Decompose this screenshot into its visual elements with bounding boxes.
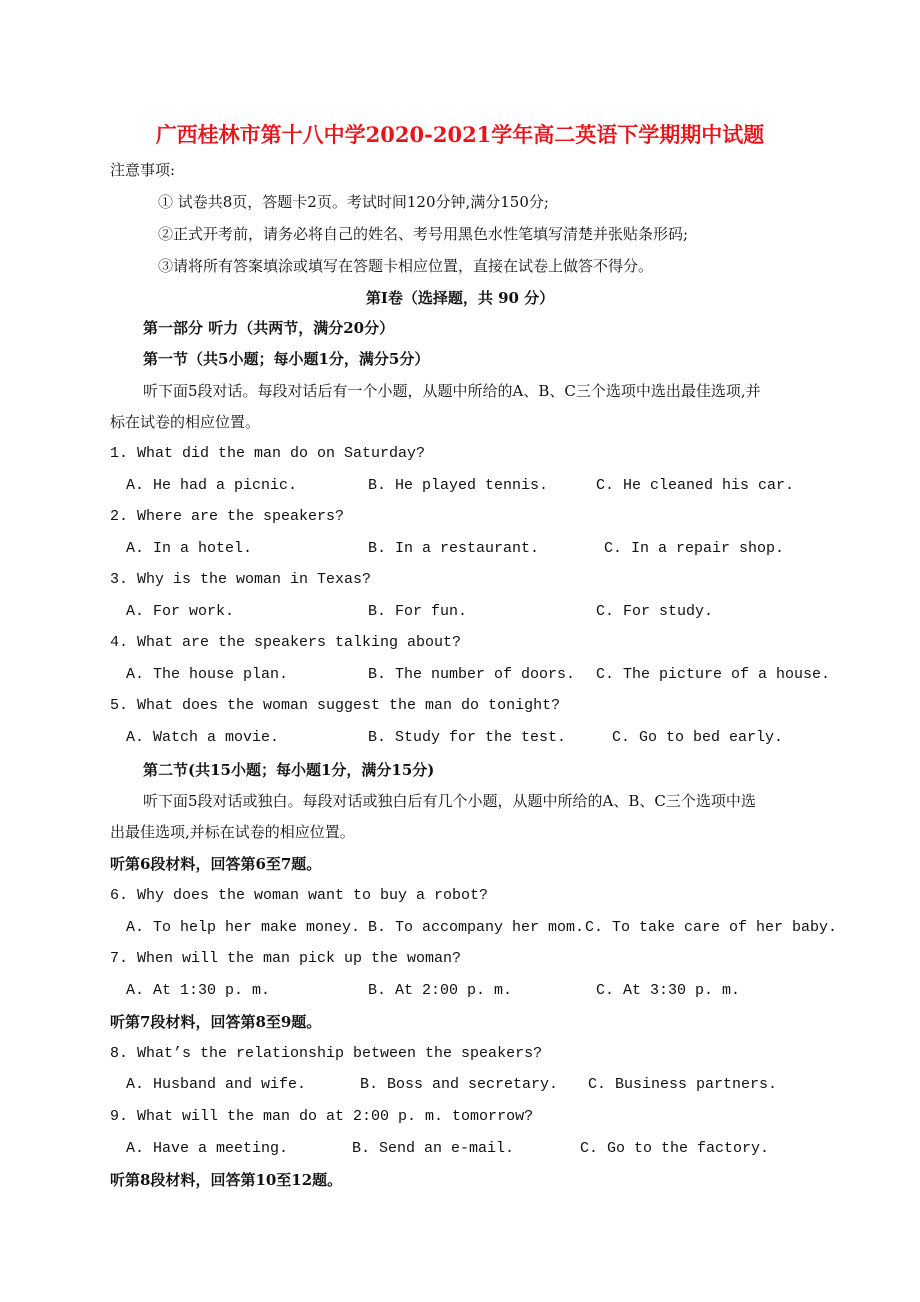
- notice-item-1: ① 试卷共8页，答题卡2页。考试时间120分钟,满分150分;: [158, 193, 549, 211]
- q5-option-b: B. Study for the test.: [368, 729, 567, 746]
- question-6: 6. Why does the woman want to buy a robot?: [110, 887, 489, 904]
- material-7-heading: 听第7段材料，回答第8至9题。: [110, 1013, 322, 1031]
- q8-option-c: C. Business partners.: [588, 1076, 778, 1093]
- q9-option-a: A. Have a meeting.: [126, 1140, 289, 1157]
- question-9: 9. What will the man do at 2:00 p. m. tomorrow?: [110, 1108, 534, 1125]
- section2-heading: 第二节(共15小题；每小题1分，满分15分): [143, 761, 435, 779]
- question-7: 7. When will the man pick up the woman?: [110, 950, 462, 967]
- q5-option-c: C. Go to bed early.: [612, 729, 784, 746]
- q6-option-c: C. To take care of her baby.: [585, 919, 838, 936]
- question-4: 4. What are the speakers talking about?: [110, 634, 462, 651]
- section1-instructions-line1: 听下面5段对话。每段对话后有一个小题，从题中所给的A、B、C三个选项中选出最佳选项,并: [143, 382, 761, 400]
- q2-option-c: C. In a repair shop.: [604, 540, 785, 557]
- section1-instructions-line2: 标在试卷的相应位置。: [110, 413, 261, 431]
- notice-item-3: ③请将所有答案填涂或填写在答题卡相应位置，直接在试卷上做答不得分。: [158, 257, 654, 275]
- q3-option-a: A. For work.: [126, 603, 235, 620]
- section1-heading: 第一节（共5小题；每小题1分，满分5分）: [143, 350, 430, 368]
- material-8-heading: 听第8段材料，回答第10至12题。: [110, 1171, 343, 1189]
- q7-option-c: C. At 3:30 p. m.: [596, 982, 741, 999]
- question-1: 1. What did the man do on Saturday?: [110, 445, 426, 462]
- q1-option-c: C. He cleaned his car.: [596, 477, 795, 494]
- q6-option-b: B. To accompany her mom.: [368, 919, 585, 936]
- question-3: 3. Why is the woman in Texas?: [110, 571, 372, 588]
- section2-instructions-line2: 出最佳选项,并标在试卷的相应位置。: [110, 823, 355, 841]
- q1-option-b: B. He played tennis.: [368, 477, 549, 494]
- q3-option-b: B. For fun.: [368, 603, 468, 620]
- q9-option-c: C. Go to the factory.: [580, 1140, 770, 1157]
- notice-heading: 注意事项:: [110, 161, 176, 179]
- q2-option-b: B. In a restaurant.: [368, 540, 540, 557]
- question-2: 2. Where are the speakers?: [110, 508, 345, 525]
- part1-heading: 第一部分 听力（共两节，满分20分）: [143, 319, 395, 337]
- question-8: 8. What’s the relationship between the speakers?: [110, 1045, 543, 1062]
- q1-option-a: A. He had a picnic.: [126, 477, 298, 494]
- q6-option-a: A. To help her make money.: [126, 919, 361, 936]
- q8-option-b: B. Boss and secretary.: [360, 1076, 559, 1093]
- q5-option-a: A. Watch a movie.: [126, 729, 280, 746]
- q8-option-a: A. Husband and wife.: [126, 1076, 307, 1093]
- q7-option-a: A. At 1:30 p. m.: [126, 982, 271, 999]
- question-5: 5. What does the woman suggest the man do tonight?: [110, 697, 561, 714]
- q4-option-b: B. The number of doors.: [368, 666, 576, 683]
- q4-option-c: C. The picture of a house.: [596, 666, 831, 683]
- page-title: 广西桂林市第十八中学2020-2021学年高二英语下学期期中试题: [155, 122, 765, 147]
- q4-option-a: A. The house plan.: [126, 666, 289, 683]
- notice-item-2: ②正式开考前，请务必将自己的姓名、考号用黑色水性笔填写清楚并张贴条形码;: [158, 225, 689, 243]
- q9-option-b: B. Send an e-mail.: [352, 1140, 515, 1157]
- q2-option-a: A. In a hotel.: [126, 540, 253, 557]
- material-6-heading: 听第6段材料，回答第6至7题。: [110, 855, 322, 873]
- section2-instructions-line1: 听下面5段对话或独白。每段对话或独白后有几个小题，从题中所给的A、B、C三个选项中选: [143, 792, 756, 810]
- volume-heading: 第Ⅰ卷（选择题，共 90 分）: [365, 289, 555, 307]
- q7-option-b: B. At 2:00 p. m.: [368, 982, 513, 999]
- q3-option-c: C. For study.: [596, 603, 714, 620]
